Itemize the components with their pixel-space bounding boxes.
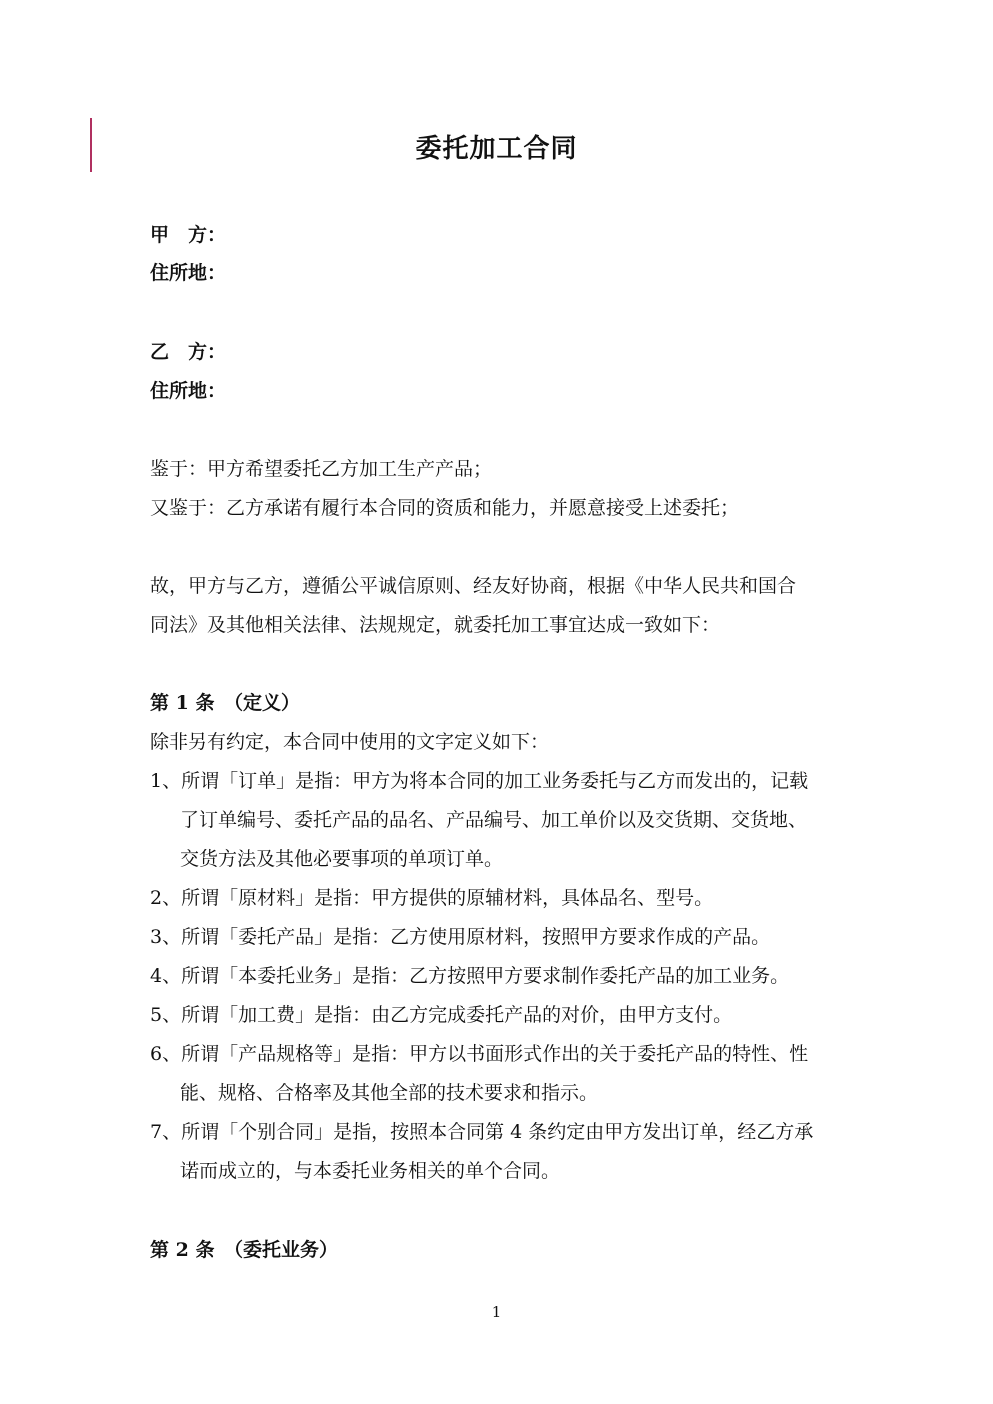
party-a-label: 甲 方： (150, 224, 227, 246)
page-number: 1 (491, 1303, 502, 1321)
definition-1-line-1: 1、所谓「订单」是指：甲方为将本合同的加工业务委托与乙方而发出的，记载 (150, 770, 809, 792)
agreement-paragraph-line-2: 同法》及其他相关法律、法规规定，就委托加工事宜达成一致如下： (150, 614, 721, 636)
whereas-clause-2: 又鉴于：乙方承诺有履行本合同的资质和能力，并愿意接受上述委托； (150, 497, 740, 519)
definition-3: 3、所谓「委托产品」是指：乙方使用原材料，按照甲方要求作成的产品。 (150, 926, 771, 948)
article-2-heading: 第 2 条 （委托业务） (150, 1239, 338, 1261)
definition-4: 4、所谓「本委托业务」是指：乙方按照甲方要求制作委托产品的加工业务。 (150, 965, 790, 987)
agreement-paragraph-line-1: 故，甲方与乙方，遵循公平诚信原则、经友好协商，根据《中华人民共和国合 (150, 575, 797, 597)
definition-6-line-1: 6、所谓「产品规格等」是指：甲方以书面形式作出的关于委托产品的特性、性 (150, 1043, 809, 1065)
article-1-heading: 第 1 条 （定义） (150, 692, 300, 714)
article-1-intro: 除非另有约定，本合同中使用的文字定义如下： (150, 731, 550, 753)
contract-title: 委托加工合同 (415, 134, 578, 164)
whereas-clause-1: 鉴于：甲方希望委托乙方加工生产产品； (150, 458, 493, 480)
definition-1-line-3: 交货方法及其他必要事项的单项订单。 (180, 848, 504, 870)
party-a-address-label: 住所地： (150, 262, 227, 284)
definition-6-line-2: 能、规格、合格率及其他全部的技术要求和指示。 (180, 1082, 599, 1104)
party-b-label: 乙 方： (150, 341, 227, 363)
definition-7-line-2: 诺而成立的，与本委托业务相关的单个合同。 (180, 1160, 561, 1182)
definition-7-line-1: 7、所谓「个别合同」是指，按照本合同第 4 条约定由甲方发出订单，经乙方承 (150, 1121, 814, 1143)
definition-2: 2、所谓「原材料」是指：甲方提供的原辅材料，具体品名、型号。 (150, 887, 714, 909)
party-b-address-label: 住所地： (150, 380, 227, 402)
definition-1-line-2: 了订单编号、委托产品的品名、产品编号、加工单价以及交货期、交货地、 (180, 809, 808, 831)
definition-5: 5、所谓「加工费」是指：由乙方完成委托产品的对价，由甲方支付。 (150, 1004, 733, 1026)
